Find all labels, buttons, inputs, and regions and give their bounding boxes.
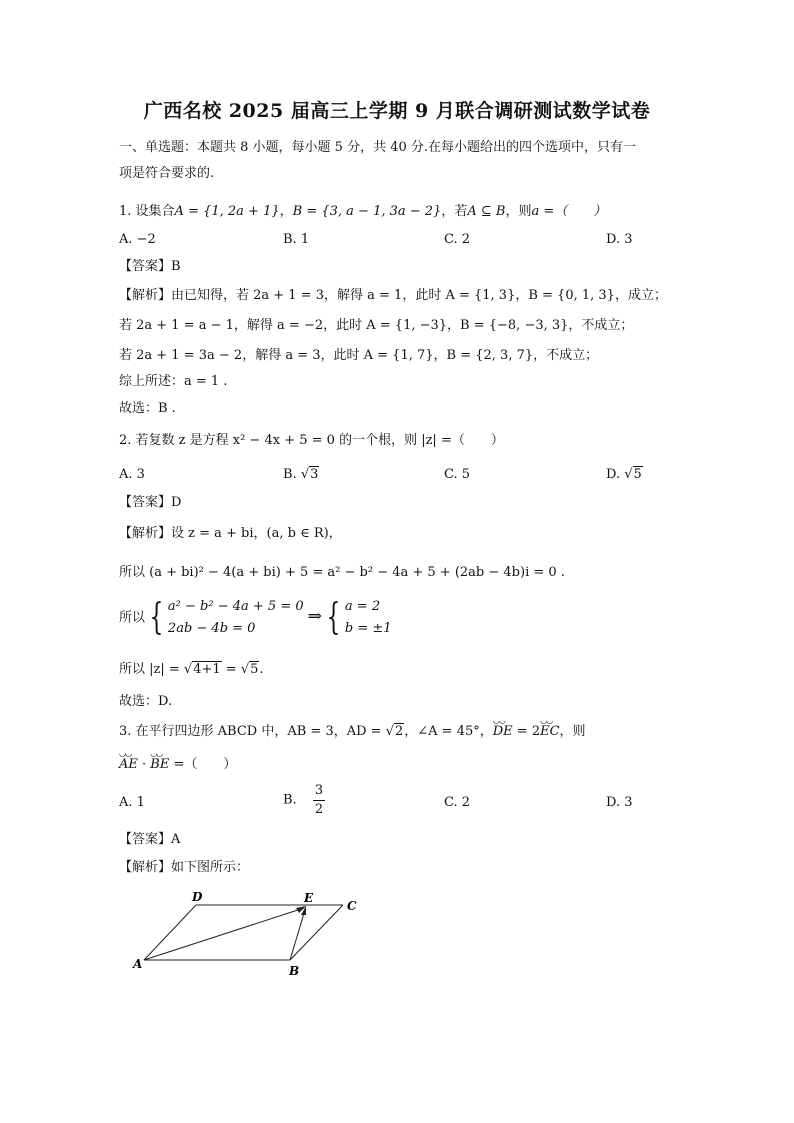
q1-solution-2: 若 2a + 1 = a − 1，解得 a = −2，此时 A = {1, −3}，B = {−8, −3, 3}，不成立； [119, 318, 634, 333]
q1-solution-5: 故选：B . [119, 401, 176, 416]
q3-stem-line2: ◡◡ AE · ◡◡ BE =（ ） [119, 755, 236, 775]
q1-stem-c: ，则 [505, 204, 532, 219]
q1-solution-4: 综上所述：a = 1 . [119, 374, 228, 389]
q2-option-b-radicand: 3 [310, 467, 319, 482]
q2-solution-2: 所以 (a + bi)² − 4(a + bi) + 5 = a² − b² − 4a + 5 + (2ab − 4b)i = 0 . [119, 565, 565, 580]
q1-solution-3: 若 2a + 1 = 3a − 2，解得 a = 3，此时 A = {1, 7}，B = {2, 3, 7}，不成立； [119, 348, 599, 363]
q2-solution-5: 故选：D. [119, 694, 173, 709]
vector-EC: ◡◡ EC [540, 722, 559, 742]
q2-sys-right-2: b = ±1 [344, 621, 392, 636]
q1-setA: A = {1, 2a + 1} [174, 204, 280, 219]
q1-option-b: B. 1 [283, 232, 310, 247]
q1-option-a: A. −2 [119, 232, 156, 247]
label-E: E [304, 891, 314, 905]
q2-solution-1: 【解析】设 z = a + bi，(a, b ∈ R)， [119, 526, 342, 541]
q2-option-c: C. 5 [444, 467, 471, 482]
q1-stem: 1. 设集合A = {1, 2a + 1}，B = {3, a − 1, 3a − 2}，若A ⊆ B，则a =（ ） [119, 204, 607, 219]
implies-arrow: ⇒ [307, 606, 322, 627]
q1-stem-a: 1. 设集合 [119, 204, 175, 219]
section-header-line1: 一、单选题：本题共 8 小题，每小题 5 分，共 40 分.在每小题给出的四个选项中，只有一 [119, 140, 637, 155]
q2-sys-right-1: a = 2 [344, 599, 381, 614]
section-header-line2: 项是符合要求的. [119, 166, 215, 181]
q3-solution-1: 【解析】如下图所示： [119, 860, 250, 875]
q2-option-a: A. 3 [119, 467, 145, 482]
q3-option-a: A. 1 [119, 795, 145, 810]
q2-sys-left-2: 2ab − 4b = 0 [167, 621, 256, 636]
q2-stem: 2. 若复数 z 是方程 x² − 4x + 5 = 0 的一个根，则 |z| =（ ） [119, 433, 504, 448]
q2-answer: 【答案】D [119, 495, 182, 510]
vector-AE: ◡◡ AE [119, 755, 138, 775]
label-B: B [289, 964, 300, 978]
q1-cond: A ⊆ B [467, 204, 506, 219]
paper-title: 广西名校 2025 届高三上学期 9 月联合调研测试数学试卷 [143, 100, 651, 122]
q3-stem-line1: 3. 在平行四边形 ABCD 中，AB = 3，AD = √2，∠A = 45°，◡◡ DE = 2◡◡ EC，则 [119, 722, 586, 742]
q1-solution-1: 【解析】由已知得，若 2a + 1 = 3，解得 a = 1，此时 A = {1, 3}，B = {0, 1, 3}，成立； [119, 288, 667, 303]
q2-option-d: D. √5 [606, 467, 642, 482]
q2-radicand-2: 5 [250, 662, 259, 677]
q3-option-b: B. $\frac{3}{2}$ [283, 783, 324, 817]
q2-option-b: B. √3 [283, 467, 319, 482]
q2-solution-4: 所以 |z| = √4+1 = √5. [119, 662, 264, 677]
q1-answer: 【答案】B [119, 259, 181, 274]
q1-ask: a =（ ） [531, 204, 607, 219]
right-brace: { [326, 597, 341, 638]
q1-setB: B = {3, a − 1, 3a − 2} [292, 204, 442, 219]
q2-option-d-radicand: 5 [633, 467, 642, 482]
q1-option-d: D. 3 [606, 232, 633, 247]
label-D: D [192, 890, 203, 904]
q3-option-c: C. 2 [444, 795, 471, 810]
q2-sys-left-1: a² − b² − 4a + 5 = 0 [167, 599, 304, 614]
parallelogram-figure [125, 888, 375, 983]
q2-solution-system: 所以 { a² − b² − 4a + 5 = 0 2ab − 4b = 0 ⇒ { a = 2 b = ±1 [119, 597, 392, 638]
left-brace: { [149, 597, 164, 638]
q3-option-b-numerator: 3 [313, 782, 325, 801]
q3-radicand: 2 [394, 724, 404, 739]
vector-DE: ◡◡ DE [493, 722, 513, 742]
q3-option-d: D. 3 [606, 795, 633, 810]
q1-stem-b: ，若 [441, 204, 468, 219]
vector-BE: ◡◡ BE [150, 755, 169, 775]
label-A: A [133, 957, 143, 971]
q1-option-c: C. 2 [444, 232, 471, 247]
q3-option-b-denominator: 2 [314, 802, 324, 817]
q2-radicand-1: 4+1 [193, 662, 221, 677]
q3-answer: 【答案】A [119, 832, 181, 847]
label-C: C [347, 899, 357, 913]
